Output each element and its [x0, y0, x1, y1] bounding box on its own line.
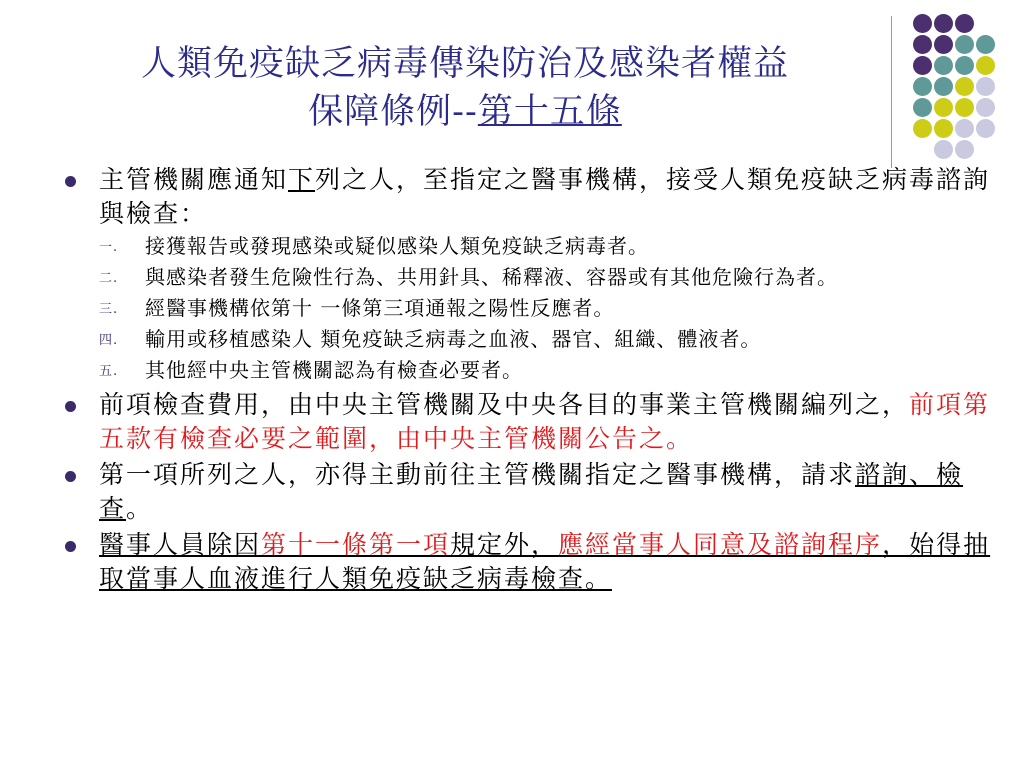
bullet-4-highlight-1: 第十一條第一項 — [261, 530, 451, 559]
decor-dot — [913, 56, 932, 75]
decor-dot — [976, 119, 995, 138]
decor-dot — [934, 14, 953, 33]
bullet-notification-duty — [65, 163, 995, 231]
decor-dot — [913, 98, 932, 117]
sub-item-2 — [99, 264, 995, 291]
title-article-link[interactable]: 第十五條 — [477, 92, 622, 132]
bullet-1-text-b: 列之人，至指定之醫事機構，接受人類免疫缺乏病毒諮詢與檢查： — [99, 165, 991, 228]
bullet-marker — [65, 541, 76, 552]
decor-dot — [934, 56, 953, 75]
sub-item-number: 二. — [99, 271, 119, 286]
sub-item-number: 四. — [99, 333, 119, 348]
title-line-2 — [40, 88, 890, 136]
decor-dot — [934, 77, 953, 96]
sub-list — [65, 233, 995, 384]
decor-dot — [955, 77, 974, 96]
bullet-3-text-b: 。 — [126, 494, 154, 523]
bullet-voluntary-testing — [65, 458, 995, 526]
decor-dot — [913, 77, 932, 96]
slide-title — [40, 40, 890, 136]
decor-dot — [934, 119, 953, 138]
sub-item-text: 與感染者發生危險性行為、共用針具、稀釋液、容器或有其他危險行為者。 — [145, 265, 838, 289]
bullet-4-text-a: 醫事人員除因 — [99, 530, 262, 559]
decor-dot — [955, 98, 974, 117]
decor-dot — [955, 35, 974, 54]
sub-item-number: 三. — [99, 302, 119, 317]
bullet-4-text-c: ，始得抽取當事人血液進行人類免疫缺乏病毒檢查。 — [99, 530, 991, 593]
title-line-1: 人類免疫缺乏病毒傳染防治及感染者權益 — [140, 44, 789, 84]
sub-item-4 — [99, 326, 995, 353]
bullet-1-text-underlined: 下 — [288, 165, 316, 194]
bullet-consent-requirement — [65, 528, 995, 596]
bullet-marker — [65, 401, 76, 412]
decor-dot — [976, 77, 995, 96]
decor-dot — [955, 56, 974, 75]
bullet-3-text-a: 第一項所列之人，亦得主動前往主管機關指定之醫事機構，請求 — [99, 460, 856, 489]
bullet-3-underlined: 諮詢、檢查 — [99, 460, 964, 523]
bullet-4-highlight-2: 應經當事人同意及諮詢程序 — [558, 530, 883, 559]
bullet-4-text-b: 規定外， — [450, 530, 559, 559]
slide-body — [65, 163, 995, 598]
decor-dot — [913, 119, 932, 138]
sub-item-text: 其他經中央主管機關認為有檢查必要者。 — [145, 358, 523, 382]
decor-dot — [934, 98, 953, 117]
decor-dot — [976, 98, 995, 117]
bullet-marker — [65, 471, 76, 482]
bullet-2-highlight: 前項第五款有檢查必要之範圍，由中央主管機關公告之。 — [99, 390, 991, 453]
decor-dot — [955, 140, 974, 159]
sub-item-1 — [99, 233, 995, 260]
decor-dot — [955, 14, 974, 33]
bullet-2-text: 前項檢查費用，由中央主管機關及中央各目的事業主管機關編列之， — [99, 390, 910, 419]
decor-dot — [976, 35, 995, 54]
decor-dot — [913, 14, 932, 33]
sub-item-text: 接獲報告或發現感染或疑似感染人類免疫缺乏病毒者。 — [145, 234, 649, 258]
decor-dot — [955, 119, 974, 138]
title-prefix: 保障條例-- — [308, 92, 478, 132]
decor-dot — [913, 35, 932, 54]
decor-dot — [934, 140, 953, 159]
sub-item-number: 一. — [99, 240, 119, 255]
decor-dot — [934, 35, 953, 54]
bullet-testing-cost — [65, 388, 995, 456]
bullet-1-text-a: 主管機關應通知 — [99, 165, 289, 194]
decor-dot — [976, 56, 995, 75]
decor-vertical-divider — [891, 16, 892, 168]
sub-item-3 — [99, 295, 995, 322]
sub-item-number: 五. — [99, 364, 119, 379]
sub-item-5 — [99, 357, 995, 384]
sub-item-text: 經醫事機構依第十 一條第三項通報之陽性反應者。 — [145, 296, 615, 320]
bullet-marker — [65, 176, 76, 187]
sub-item-text: 輸用或移植感染人 類免疫缺乏病毒之血液、器官、組織、體液者。 — [145, 327, 762, 351]
